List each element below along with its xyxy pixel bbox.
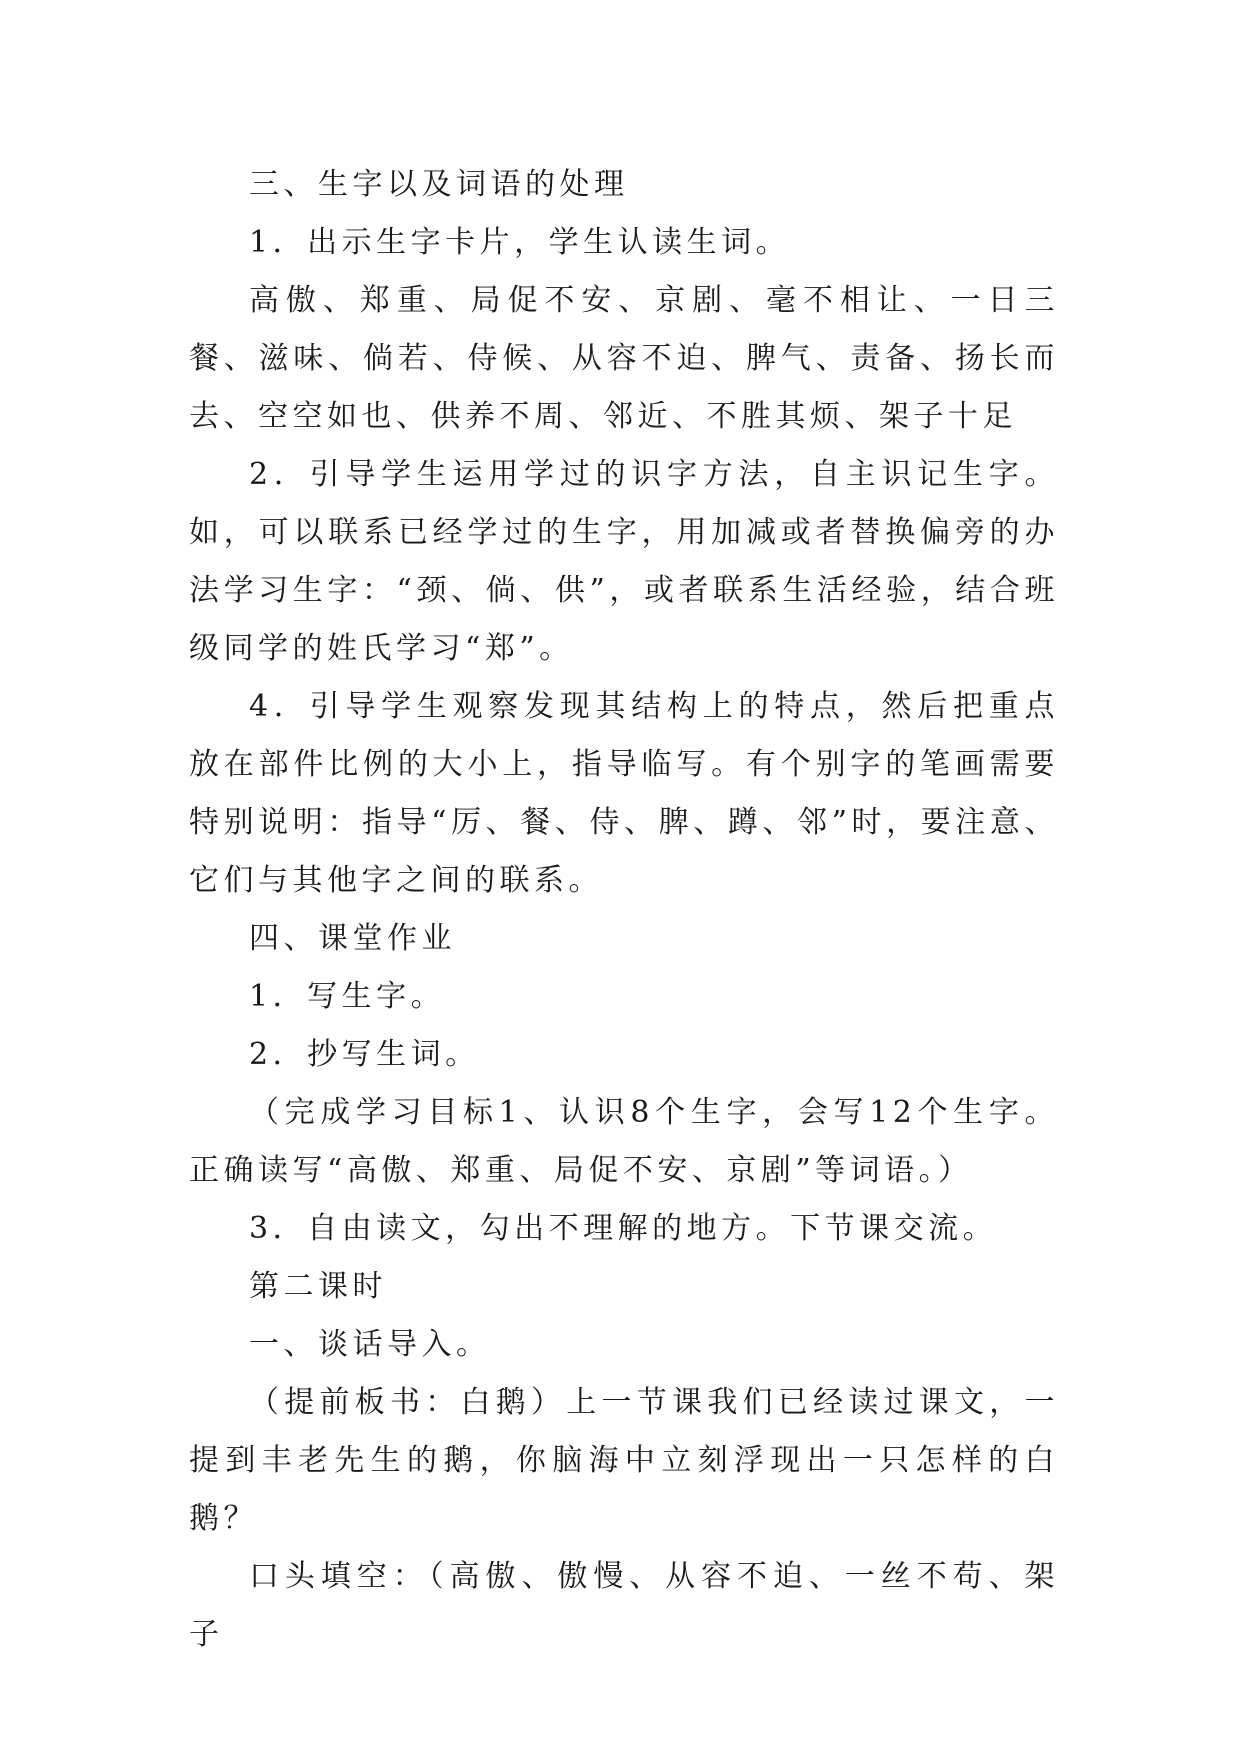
document-body bbox=[189, 156, 1059, 1664]
section-heading-intro: 一、谈话导入。 bbox=[249, 1327, 491, 1362]
section-heading-vocabulary: 三、生字以及词语的处理 bbox=[249, 167, 629, 202]
homework-item-2: 2．抄写生词。 bbox=[249, 1037, 480, 1072]
section-heading-homework: 四、课堂作业 bbox=[249, 921, 456, 956]
oral-fill-in: 口头填空：（高傲、傲慢、从容不迫、一丝不苟、架子 bbox=[189, 1559, 1059, 1652]
learning-goal-note: （完成学习目标1、认识8个生字，会写12个生字。正确读写“高傲、郑重、局促不安、京剧”等词语。） bbox=[189, 1095, 1059, 1188]
intro-paragraph: （提前板书：白鹅）上一节课我们已经读过课文，一提到丰老先生的鹅，你脑海中立刻浮现出一只怎样的白鹅？ bbox=[189, 1385, 1059, 1536]
homework-item-3: 3．自由读文，勾出不理解的地方。下节课交流。 bbox=[249, 1211, 998, 1246]
lesson-two-heading: 第二课时 bbox=[249, 1269, 387, 1304]
vocabulary-list: 高傲、郑重、局促不安、京剧、毫不相让、一日三餐、滋味、倘若、侍候、从容不迫、脾气、责备、扬长而去、空空如也、供养不周、邻近、不胜其烦、架子十足 bbox=[189, 283, 1059, 434]
step-writing-guidance: 4．引导学生观察发现其结构上的特点，然后把重点放在部件比例的大小上，指导临写。有个别字的笔画需要特别说明：指导“厉、餐、侍、脾、蹲、邻”时，要注意、它们与其他字之间的联系。 bbox=[189, 689, 1059, 898]
step-self-learning: 2．引导学生运用学过的识字方法，自主识记生字。如，可以联系已经学过的生字，用加减或者替换偏旁的办法学习生字：“颈、倘、供”，或者联系生活经验，结合班级同学的姓氏学习“郑”。 bbox=[189, 457, 1059, 666]
homework-item-1: 1．写生字。 bbox=[249, 979, 446, 1014]
step-show-cards: 1．出示生字卡片，学生认读生词。 bbox=[249, 225, 791, 260]
